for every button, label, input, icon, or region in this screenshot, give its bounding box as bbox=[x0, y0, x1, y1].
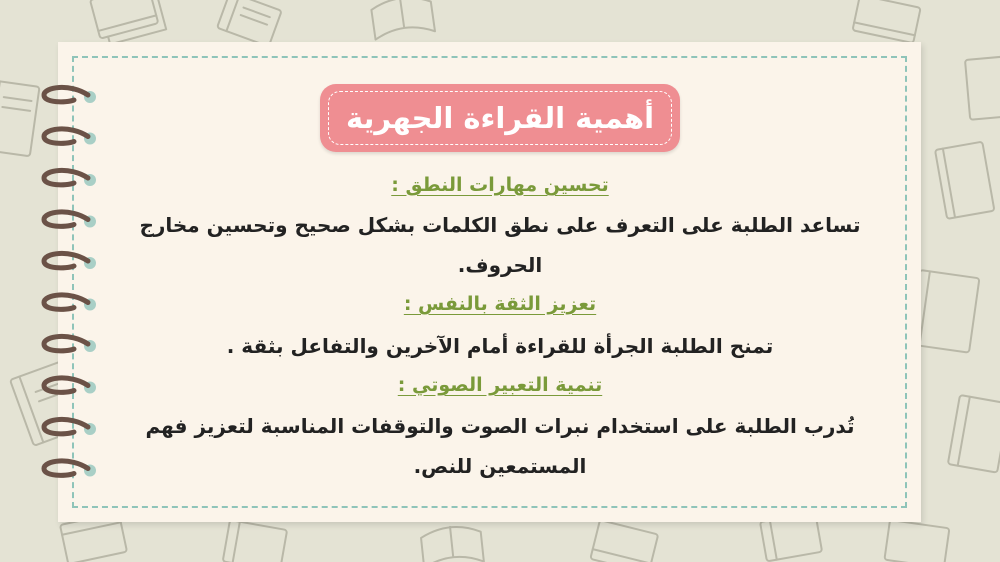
book-doodle-icon bbox=[420, 524, 484, 562]
spiral-binding bbox=[0, 0, 120, 562]
spiral-ring-icon bbox=[44, 295, 96, 311]
book-doodle-icon bbox=[223, 520, 287, 562]
book-doodle-icon bbox=[853, 0, 921, 43]
spiral-ring-icon bbox=[44, 87, 96, 103]
book-doodle-icon bbox=[590, 520, 658, 562]
page-title: أهمية القراءة الجهرية bbox=[345, 101, 655, 135]
spiral-ring-icon bbox=[44, 461, 96, 477]
spiral-ring-icon bbox=[44, 419, 96, 435]
section-heading-confidence: تعزيز الثقة بالنفس : bbox=[403, 293, 597, 315]
spiral-ring-icon bbox=[44, 129, 96, 145]
spiral-ring-icon bbox=[44, 212, 96, 228]
section-body-confidence: تمنح الطلبة الجرأة للقراءة أمام الآخرين والتفاعل بثقة . bbox=[226, 334, 774, 358]
spiral-ring-icon bbox=[44, 170, 96, 186]
book-doodle-icon bbox=[948, 395, 1000, 473]
notebook-doodle-icon bbox=[935, 142, 994, 219]
book-doodle-icon bbox=[217, 0, 282, 47]
book-doodle-icon bbox=[370, 0, 435, 40]
spiral-ring-icon bbox=[44, 378, 96, 394]
section-heading-pronunciation: تحسين مهارات النطق : bbox=[391, 174, 609, 196]
book-doodle-icon bbox=[965, 56, 1000, 120]
book-doodle-icon bbox=[884, 520, 949, 562]
title-banner bbox=[320, 84, 680, 152]
spiral-ring-icon bbox=[44, 253, 96, 269]
section-body-pronunciation: تساعد الطلبة على التعرف على نطق الكلمات بشكل صحيح وتحسين مخارج الحروف. bbox=[139, 213, 861, 277]
title-dashed-frame bbox=[328, 91, 672, 145]
spiral-ring-icon bbox=[44, 336, 96, 352]
section-heading-vocal-expression: تنمية التعبير الصوتي : bbox=[397, 374, 603, 396]
section-body-vocal-expression: تُدرب الطلبة على استخدام نبرات الصوت والتوقفات المناسبة لتعزيز فهم المستمعين للنص. bbox=[145, 414, 855, 478]
